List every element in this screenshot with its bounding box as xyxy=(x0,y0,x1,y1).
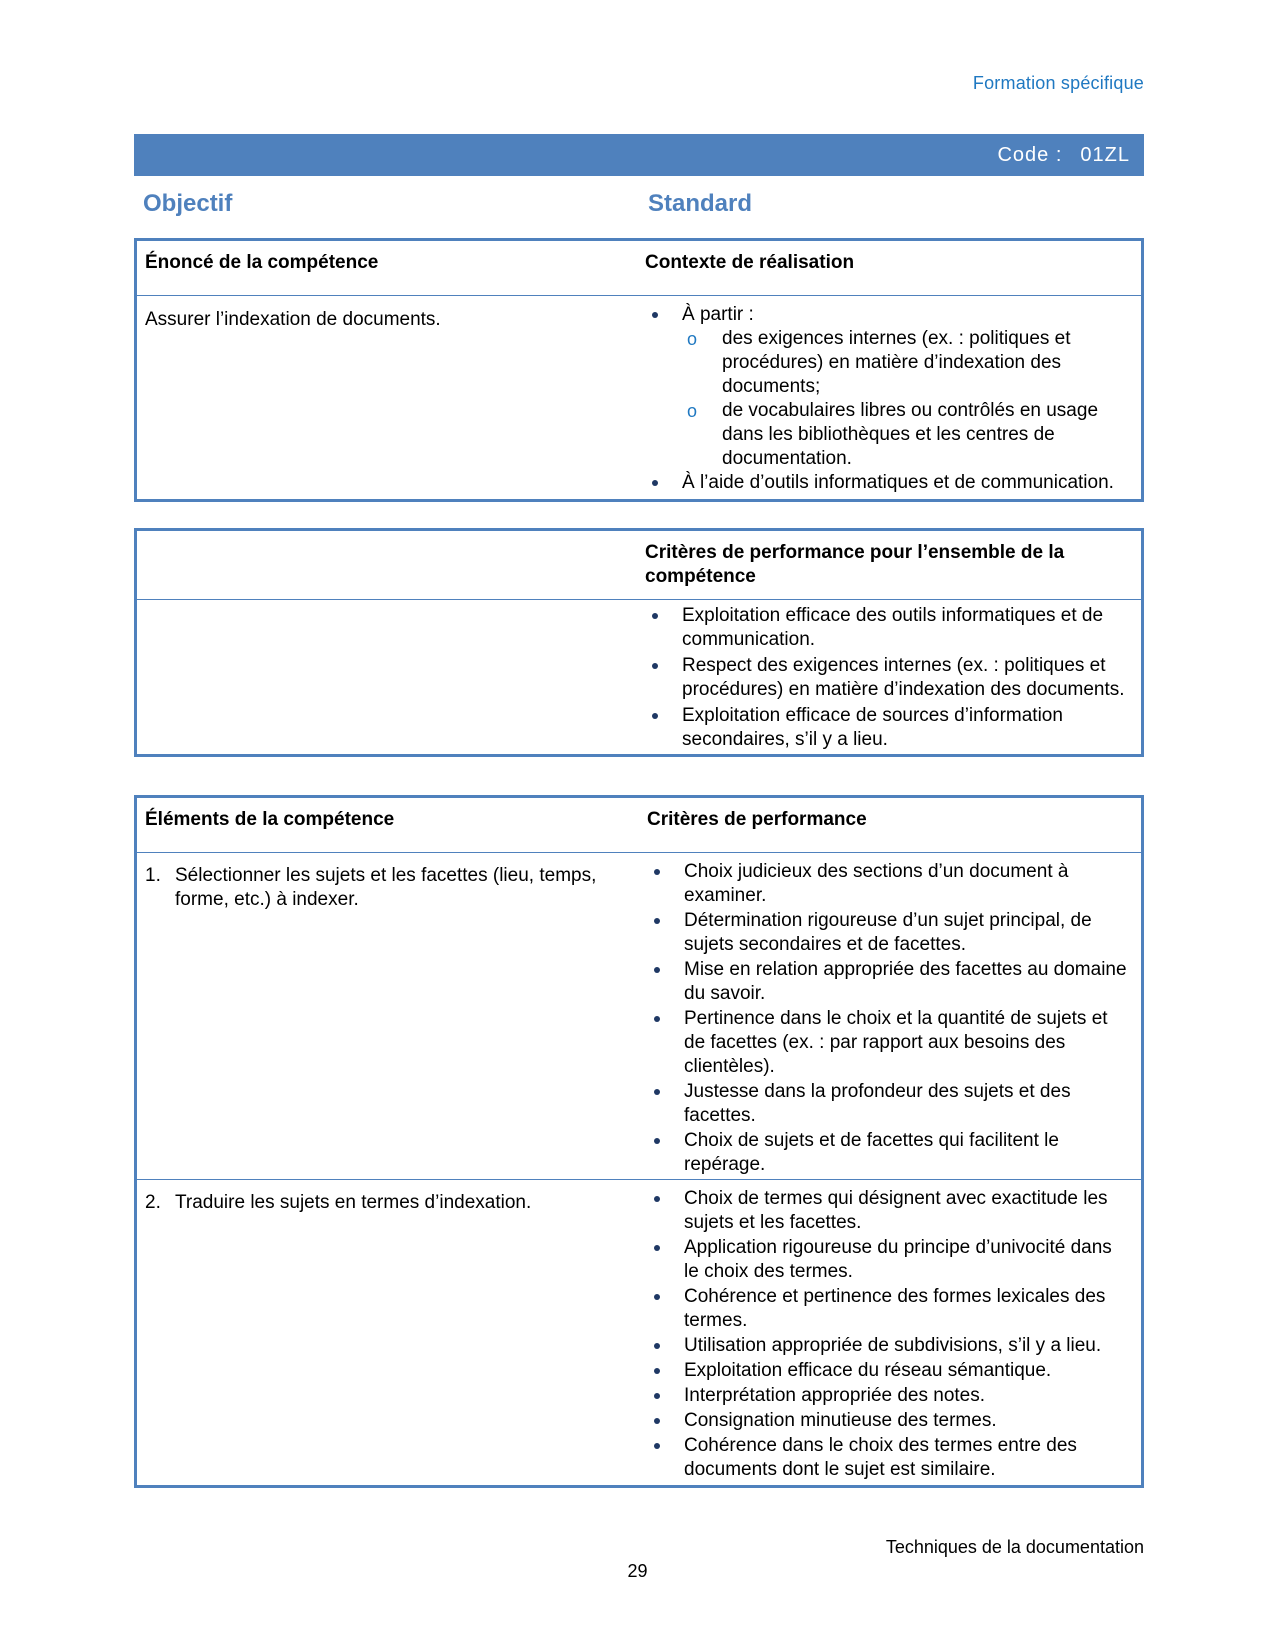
footer-program: Techniques de la documentation xyxy=(885,1537,1144,1557)
list-item: À partir : o des exigences internes (ex. : politiques et procédures) en matière d’indexation des documents; o de vocabulaires libres ou contrôlés en usage dans les bibliothèques et les centres de documentation. xyxy=(645,303,1131,471)
code-bar xyxy=(134,134,1144,176)
list-item: Interprétation appropriée des notes. xyxy=(647,1384,1131,1408)
bullet-icon xyxy=(654,1294,660,1300)
global-criteria-list xyxy=(645,604,1131,752)
list-item: À l’aide d’outils informatiques et de communication. xyxy=(645,471,1131,495)
element-1-criteria xyxy=(647,860,1131,1177)
bullet-icon xyxy=(654,1245,660,1251)
list-item: Utilisation appropriée de subdivisions, s’il y a lieu. xyxy=(647,1334,1131,1358)
criteria-header: Critères de performance xyxy=(645,798,1141,853)
bullet-icon xyxy=(654,967,660,973)
sub-list-item: o des exigences internes (ex. : politiques et procédures) en matière d’indexation des documents; xyxy=(687,328,1071,397)
bullet-icon xyxy=(654,1368,660,1374)
list-item: Consignation minutieuse des termes. xyxy=(647,1409,1131,1433)
table-row xyxy=(137,1180,1141,1486)
list-item: Détermination rigoureuse d’un sujet principal, de sujets secondaires et de facettes. xyxy=(647,909,1131,957)
bullet-icon xyxy=(654,1138,660,1144)
bullet-icon xyxy=(652,480,658,486)
bullet-icon xyxy=(654,1196,660,1202)
elements-header: Éléments de la compétence xyxy=(137,798,645,853)
element-2: 2. Traduire les sujets en termes d’indexation. xyxy=(145,1192,532,1213)
element-1: 1. Sélectionner les sujets et les facettes (lieu, temps, forme, etc.) à indexer. xyxy=(145,865,597,910)
sub-list-item: o de vocabulaires libres ou contrôlés en usage dans les bibliothèques et les centres de documentation. xyxy=(687,400,1099,469)
elements-table xyxy=(134,795,1144,1488)
standard-title: Standard xyxy=(648,190,753,217)
list-item: Choix de termes qui désignent avec exactitude les sujets et les facettes. xyxy=(647,1187,1131,1235)
bullet-icon xyxy=(652,613,658,619)
list-item: Choix judicieux des sections d’un document à examiner. xyxy=(647,860,1131,908)
contexte-header: Contexte de réalisation xyxy=(645,241,1141,296)
list-item: Pertinence dans le choix et la quantité de sujets et de facettes (ex. : par rapport aux besoins des clientèles). xyxy=(647,1007,1131,1079)
list-item: Cohérence dans le choix des termes entre des documents dont le sujet est similaire. xyxy=(647,1434,1131,1482)
bullet-icon xyxy=(654,1089,660,1095)
contexte-list xyxy=(645,303,1131,495)
bullet-icon xyxy=(654,918,660,924)
running-header: Formation spécifique xyxy=(972,73,1144,93)
list-item: Respect des exigences internes (ex. : politiques et procédures) en matière d’indexation des documents. xyxy=(645,654,1131,702)
bullet-icon xyxy=(652,663,658,669)
code-label: Code : xyxy=(997,143,1063,166)
enonce-text: Assurer l’indexation de documents. xyxy=(145,309,441,330)
list-item: Exploitation efficace des outils informatiques et de communication. xyxy=(645,604,1131,652)
bullet-icon xyxy=(654,1016,660,1022)
bullet-icon xyxy=(654,1393,660,1399)
bullet-icon xyxy=(654,1343,660,1349)
list-item: Mise en relation appropriée des facettes au domaine du savoir. xyxy=(647,958,1131,1006)
global-criteria-table xyxy=(134,528,1144,757)
list-item: Justesse dans la profondeur des sujets et des facettes. xyxy=(647,1080,1131,1128)
list-item: Cohérence et pertinence des formes lexicales des termes. xyxy=(647,1285,1131,1333)
page-number: 29 xyxy=(627,1561,648,1581)
competence-context-table xyxy=(134,238,1144,502)
objectif-title: Objectif xyxy=(143,190,233,217)
list-item: Choix de sujets et de facettes qui facilitent le repérage. xyxy=(647,1129,1131,1177)
element-2-criteria xyxy=(647,1187,1131,1482)
bullet-icon xyxy=(652,312,658,318)
circle-bullet-icon: o xyxy=(687,401,698,421)
global-criteria-header: Critères de performance pour l’ensemble de la compétence xyxy=(645,531,1141,600)
list-item: Exploitation efficace du réseau sémantique. xyxy=(647,1359,1131,1383)
enonce-header: Énoncé de la compétence xyxy=(137,241,645,296)
list-item: Application rigoureuse du principe d’univocité dans le choix des termes. xyxy=(647,1236,1131,1284)
bullet-icon xyxy=(652,713,658,719)
list-item: Exploitation efficace de sources d’information secondaires, s’il y a lieu. xyxy=(645,704,1131,752)
bullet-icon xyxy=(654,1418,660,1424)
contexte-sublist xyxy=(682,327,1131,471)
code-value: 01ZL xyxy=(1080,143,1130,166)
bullet-icon xyxy=(654,869,660,875)
bullet-icon xyxy=(654,1443,660,1449)
circle-bullet-icon: o xyxy=(687,329,698,349)
table-row xyxy=(137,853,1141,1180)
